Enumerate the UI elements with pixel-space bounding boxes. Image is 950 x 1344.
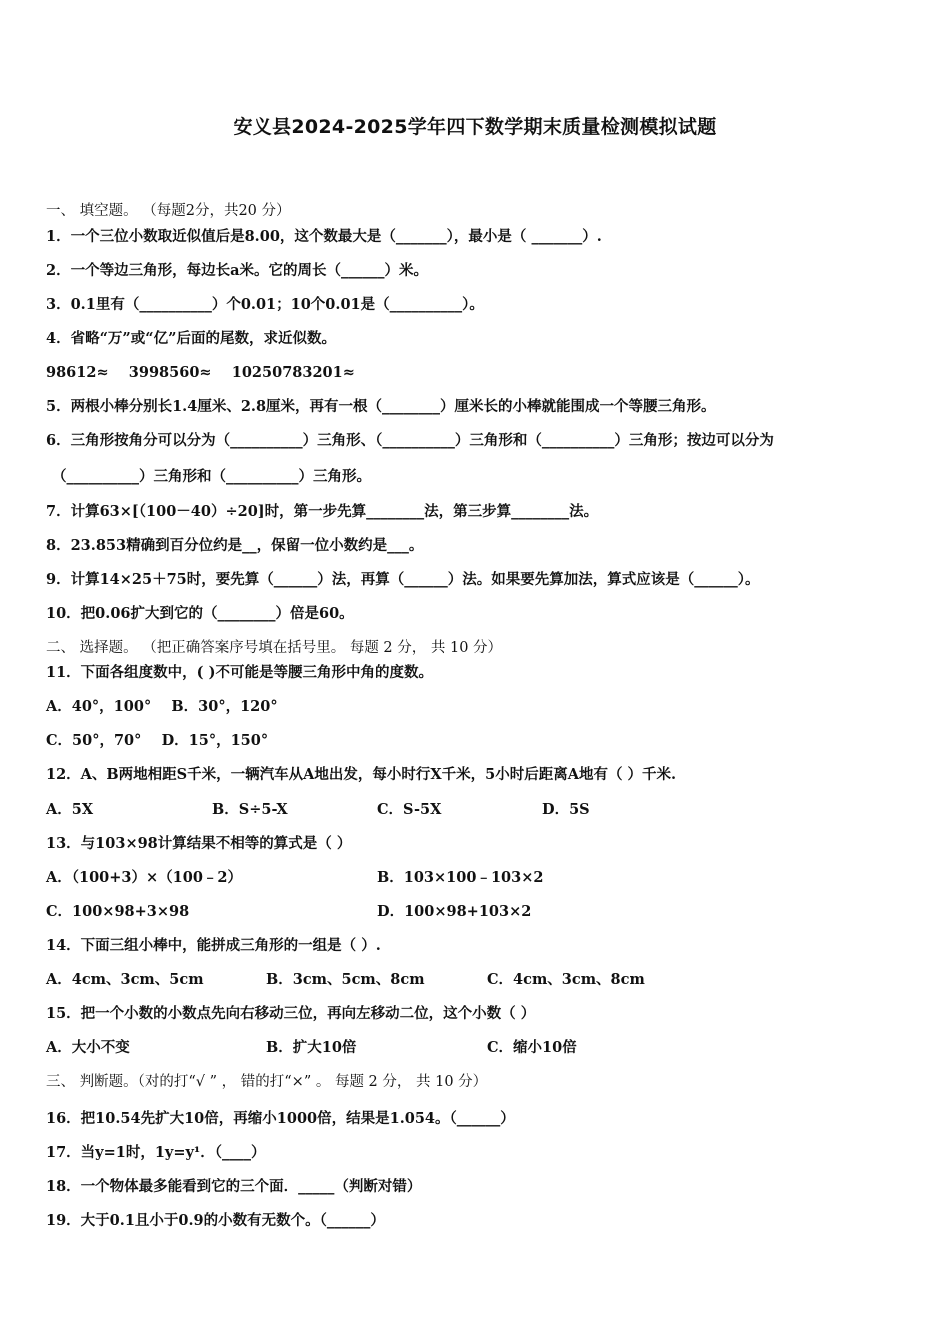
question-7: 7．计算63×[（100－40）÷20]时，第一步先算________法，第三步算________法。 [46,503,599,520]
question-4: 4．省略“万”或“亿”后面的尾数，求近似数。 [46,330,336,347]
question-5: 5．两根小棒分别长1.4厘米、2.8厘米，再有一根（________）厘米长的小棒就能围成一个等腰三角形。 [46,398,716,415]
question-11-options-ab: A．40°，100° B．30°，120° [46,698,278,715]
question-6-line-2: （__________）三角形和（__________）三角形。 [52,468,371,485]
section-heading-multiple-choice: 二、 选择题。 （把正确答案序号填在括号里。 每题 2 分， 共 10 分） [46,640,503,656]
option-b: B．S÷5-X [212,801,288,818]
question-3: 3．0.1里有（__________）个0.01；10个0.01是（__________）。 [46,296,484,313]
question-17: 17．当y=1时，1y=y¹．（____） [46,1144,266,1161]
question-1: 1．一个三位小数取近似值后是8.00，这个数最大是（_______），最小是（ _______）. [46,228,602,245]
option-c: C．S-5X [377,801,442,818]
option-a: A．4cm、3cm、5cm [46,971,204,988]
option-a: A．大小不变 [46,1039,130,1056]
option-b: B．103×100﹣103×2 [377,869,544,886]
question-11-options-cd: C．50°，70° D．15°，150° [46,732,269,749]
question-4-items: 98612≈ 3998560≈ 10250783201≈ [46,364,355,381]
section-heading-true-false: 三、 判断题。（对的打“√ ” ， 错的打“×” 。 每题 2 分， 共 10 分） [46,1074,488,1090]
page-title: 安义县2024-2025学年四下数学期末质量检测模拟试题 [233,116,717,138]
question-14-options [46,970,906,990]
option-a: A．（100+3）×（100﹣2） [46,869,243,886]
option-b: B．3cm、5cm、8cm [266,971,425,988]
question-6-line-1: 6．三角形按角分可以分为（__________）三角形、（__________）三角形和（__________）三角形；按边可以分为 [46,432,774,449]
question-14: 14．下面三组小棒中，能拼成三角形的一组是（ ）. [46,937,381,954]
question-10: 10．把0.06扩大到它的（________）倍是60。 [46,605,354,622]
question-18: 18．一个物体最多能看到它的三个面．_____（判断对错） [46,1178,422,1195]
question-9: 9．计算14×25＋75时，要先算（______）法，再算（______）法。如果要先算加法，算式应该是（______）。 [46,571,760,588]
question-13-options-cd [46,902,906,922]
option-c: C．缩小10倍 [487,1039,577,1056]
option-d: D．100×98+103×2 [377,903,532,920]
question-15: 15．把一个小数的小数点先向右移动三位，再向左移动二位，这个小数（ ） [46,1005,536,1022]
question-16: 16．把10.54先扩大10倍，再缩小1000倍，结果是1.054。（______） [46,1110,515,1127]
question-8: 8．23.853精确到百分位约是__，保留一位小数约是___。 [46,537,424,554]
option-d: D．5S [542,801,590,818]
question-11: 11．下面各组度数中，( )不可能是等腰三角形中角的度数。 [46,664,433,681]
option-a: A．5X [46,801,94,818]
question-13-options-ab [46,868,906,888]
option-c: C．100×98+3×98 [46,903,190,920]
question-13: 13．与103×98计算结果不相等的算式是（ ） [46,835,352,852]
question-12: 12．A、B两地相距S千米，一辆汽车从A地出发，每小时行X千米，5小时后距离A地有（ ）千米. [46,766,677,783]
option-b: B．扩大10倍 [266,1039,357,1056]
option-c: C．4cm、3cm、8cm [487,971,645,988]
question-12-options [46,800,906,820]
question-15-options [46,1038,906,1058]
question-19: 19．大于0.1且小于0.9的小数有无数个。（______） [46,1212,385,1229]
question-2: 2．一个等边三角形，每边长a米。它的周长（______）米。 [46,262,428,279]
section-heading-fill-in: 一、 填空题。 （每题2分，共20 分） [46,203,291,219]
